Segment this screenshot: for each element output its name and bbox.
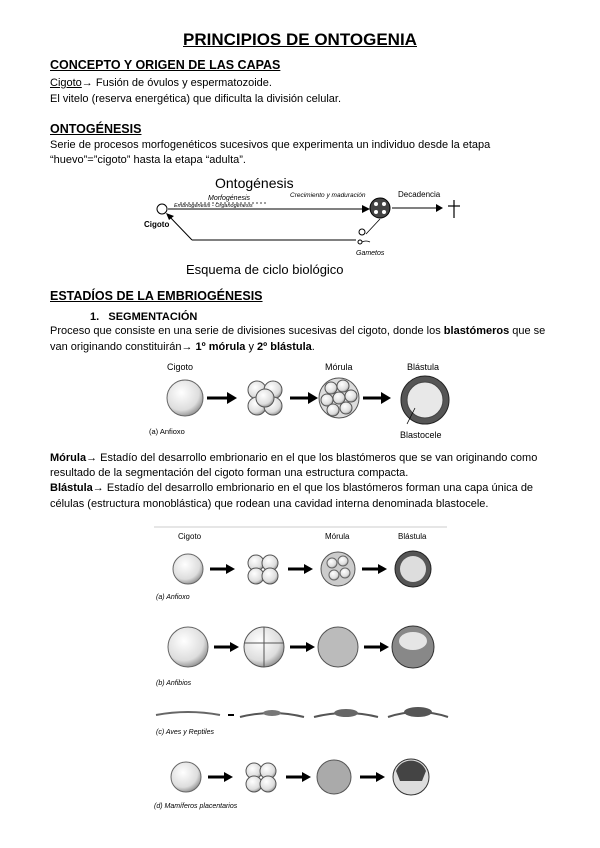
d3-row-anfibios — [168, 626, 434, 668]
d2-arrow-3-head — [381, 392, 391, 404]
subheading-segmentacion — [90, 310, 590, 325]
morula-term: Mórula — [50, 452, 87, 464]
d3-row-mamiferos — [171, 759, 429, 795]
seg-text-2a: van originando constituirán→ — [50, 341, 196, 353]
blastula-def-line-2: células (estructura monoblástica) que rodean una cavidad interna denominada blastocele. — [50, 498, 489, 510]
d3-row-anfioxo — [173, 551, 431, 587]
d3-label-row-b: (b) Anfibios — [156, 680, 192, 687]
morula-def-line-2: resultado de la segmentación del cigoto forman una estructura compacta. — [50, 467, 409, 479]
seg-term-blastula: 2º blástula — [257, 341, 312, 353]
label-decadencia: Decadencia — [398, 190, 441, 199]
seg-text-2e: . — [311, 341, 315, 353]
heading-concepto: CONCEPTO Y ORIGEN DE LAS CAPAS — [50, 58, 281, 72]
decay-arrow-head — [436, 204, 443, 212]
subheading-text: SEGMENTACIÓN — [108, 311, 198, 323]
cigoto-circle — [157, 204, 167, 214]
label-crecimiento: Crecimiento y maduración — [290, 192, 366, 199]
seg-term-blastomeros: blastómeros — [443, 325, 510, 337]
diagram-caption: Esquema de ciclo biológico — [186, 262, 344, 277]
segmentation-diagram — [145, 358, 475, 448]
page-title: PRINCIPIOS DE ONTOGENIA — [183, 30, 417, 49]
ontogenesis-line-1: Serie de procesos morfogenéticos sucesivos que experimenta un individuo desde la etapa — [50, 139, 491, 151]
d3-label-cigoto: Cigoto — [178, 532, 202, 541]
d2-zygote — [167, 380, 203, 416]
label-morfogenesis: Morfogénesis — [208, 195, 251, 202]
seg-text-a: Proceso que consiste en una serie de divisiones sucesivas del cigoto, donde los — [50, 325, 444, 337]
cigoto-def-text: → Fusión de óvulos y espermatozoide. — [81, 77, 272, 89]
label-gametos: Gametos — [356, 250, 385, 257]
d3-label-blastula: Blástula — [398, 532, 427, 541]
adult-dot — [382, 210, 386, 214]
vitelo-text: El vitelo (reserva energética) que dificulta la división celular. — [50, 93, 342, 105]
segmentacion-line-2 — [50, 340, 550, 355]
morula-def-line-1 — [50, 451, 550, 466]
diagram-title-ontogenesis: Ontogénesis — [215, 175, 294, 191]
segmentacion-line-1 — [50, 324, 550, 339]
d2-morula — [319, 378, 359, 418]
adult-dot — [374, 202, 378, 206]
return-arrow-diag — [168, 215, 192, 240]
heading-estadios: ESTADÍOS DE LA EMBRIOGÉNESIS — [50, 289, 263, 303]
d2-label-cigoto: Cigoto — [167, 362, 194, 372]
gamete-line — [366, 219, 380, 234]
label-cigoto: Cigoto — [144, 220, 170, 229]
seg-text-2c: y — [245, 341, 258, 353]
seg-term-morula: 1º mórula — [195, 341, 246, 353]
ovum-icon — [359, 229, 365, 235]
subheading-number: 1. — [90, 311, 100, 323]
return-arrow-head — [166, 213, 174, 220]
life-cycle-diagram — [140, 170, 480, 280]
adult-dot — [374, 210, 378, 214]
d3-label-morula: Mórula — [325, 532, 350, 541]
d3-label-row-a: (a) Anfioxo — [156, 594, 190, 601]
cigoto-term: Cigoto — [50, 77, 82, 89]
blastula-term: Blástula — [50, 482, 93, 494]
blastula-text-1: → Estadío del desarrollo embrionario en el que los blastómeros forman una capa única de — [92, 482, 534, 494]
blastula-def-line-1 — [50, 481, 550, 496]
d2-arrow-2-head — [308, 392, 318, 404]
d3-row-aves-reptiles — [156, 707, 448, 717]
sperm-tail — [362, 241, 370, 242]
cigoto-definition — [50, 76, 550, 91]
morula-text-1: → Estadío del desarrollo embrionario en el que los blastómeros que se van originando como — [86, 452, 538, 464]
heading-ontogenesis: ONTOGÉNESIS — [50, 122, 142, 136]
growth-arrow-head — [362, 205, 370, 213]
seg-text-c: que se — [509, 325, 546, 337]
d2-early-cleavage — [248, 381, 282, 415]
d2-label-blastocele: Blastocele — [400, 430, 442, 440]
d3-label-row-c: (c) Aves y Reptiles — [156, 729, 214, 736]
label-embriogenesis: Embriogénesis - Organogénesis — [174, 203, 253, 209]
d2-label-anfioxo: (a) Anfioxo — [149, 427, 185, 436]
sperm-icon — [358, 240, 362, 244]
adult-organism — [370, 198, 390, 218]
ontogenesis-line-2: “huevo”=”cigoto” hasta la etapa “adulta”. — [50, 154, 246, 166]
adult-dot — [382, 202, 386, 206]
d2-arrow-1-head — [227, 392, 237, 404]
d2-label-morula: Mórula — [325, 362, 353, 372]
d3-label-row-d: (d) Mamíferos placentarios — [154, 803, 238, 810]
d2-label-blastula: Blástula — [407, 362, 440, 372]
comparative-segmentation-figure — [148, 525, 453, 825]
